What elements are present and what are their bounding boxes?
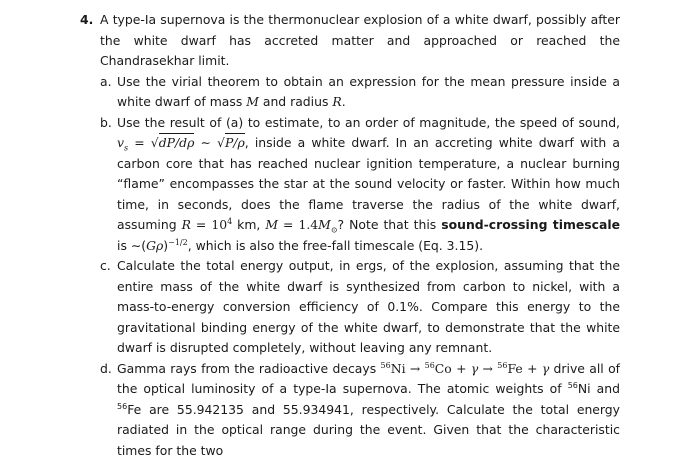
part-d-text-2: drive all of the optical luminosity of a type-Ia supernova. The atomic weights of — [117, 361, 620, 397]
part-d-text-3: are 55.942135 and 55.934941, respectively. Calculate the total energy radiated in the optical range during the event. Given that the characteristic times for the two — [117, 402, 620, 458]
part-a-text-1: Use the virial theorem to obtain an expression for the mean pressure inside a white dwarf of mass — [117, 74, 620, 110]
radicand-P-rho: P/ρ — [225, 133, 245, 150]
part-b-text-2: , inside a white dwarf. In an accreting white dwarf with a carbon core that has reached nuclear ignition temperature, a nuclear burning “flame” encompasses the star at the sound velocity or faster. Within how much time, in seconds, does the flame traverse the radius of the white dwarf, assuming — [117, 135, 620, 232]
part-d-label: d. — [100, 359, 117, 461]
part-c-text: Calculate the total energy output, in ergs, of the explosion, assuming that the entire mass of the white dwarf is synthesized from carbon to nickel, with a mass-to-energy conversion efficiency of 0.1%. Compare this energy to the gravitational binding energy of the white dwarf, to demonstrate that the white dwarf is disrupted completely, without leaving any remnant. — [117, 256, 620, 359]
isotope-56-ni: 56 — [381, 360, 391, 369]
isotope-56-fe: 56 — [497, 360, 507, 369]
radicand-dP-drho: dP/dρ — [159, 133, 195, 150]
equals-sign: = — [128, 135, 151, 150]
var-R: R — [332, 94, 341, 109]
element-fe-2: Fe — [127, 402, 141, 417]
M-solar-symbol: M — [318, 217, 331, 232]
bold-term: sound-crossing timescale — [441, 217, 620, 232]
element-fe: Fe + — [507, 361, 541, 376]
R-unit: km, — [232, 217, 265, 232]
isotope-56-fe-2: 56 — [117, 401, 127, 410]
part-a-text-3: . — [342, 94, 346, 109]
sqrt-icon: √ — [151, 135, 159, 150]
part-b-text-5: ) — [163, 238, 168, 253]
part-a-text — [117, 72, 620, 113]
problem-4 — [80, 10, 620, 461]
part-a-label: a. — [100, 72, 117, 113]
var-v-s: v — [117, 135, 124, 150]
sun-icon: ⊙ — [331, 225, 338, 234]
part-b-text-6: , which is also the free-fall timescale (Eq. 3.15). — [188, 238, 483, 253]
part-c-label: c. — [100, 256, 117, 359]
var-v-s-sub: s — [124, 143, 128, 152]
gamma-symbol-1: γ — [471, 361, 478, 376]
problem-number: 4. — [80, 10, 100, 72]
part-a-text-2: and radius — [259, 94, 332, 109]
var-G: G — [146, 238, 156, 253]
isotope-56-co: 56 — [425, 360, 435, 369]
part-d-text — [117, 359, 620, 461]
radical-P-rho — [217, 133, 245, 154]
gamma-symbol-2: γ — [542, 361, 549, 376]
problem-parts — [100, 72, 620, 461]
var-M: M — [246, 94, 259, 109]
var-R-b: R — [182, 217, 191, 232]
var-M-b: M — [265, 217, 278, 232]
part-b-text-4: is ∼( — [117, 238, 146, 253]
element-ni-2: Ni and — [578, 381, 620, 396]
element-co: Co + — [435, 361, 471, 376]
part-b-text-1: Use the result of (a) to estimate, to an order of magnitude, the speed of sound, — [117, 115, 620, 130]
timescale-exponent: −1/2 — [168, 237, 188, 246]
arrow-icon: → — [478, 361, 497, 376]
intro-text: A type-Ia supernova is the thermonuclear explosion of a white dwarf, possibly after the white dwarf has accreted matter and approached or reached the Chandrasekhar limit. — [100, 10, 620, 72]
part-b-label: b. — [100, 113, 117, 257]
var-rho: ρ — [156, 238, 163, 253]
part-b-text-3: ? Note that this — [338, 217, 442, 232]
part-a — [100, 72, 620, 113]
part-d-text-1: Gamma rays from the radioactive decays — [117, 361, 381, 376]
isotope-56-ni-2: 56 — [568, 381, 578, 390]
part-c — [100, 256, 620, 359]
M-value: = 1.4 — [278, 217, 318, 232]
part-b — [100, 113, 620, 257]
sqrt-icon: √ — [217, 135, 225, 150]
sim-sign: ∼ — [194, 135, 217, 150]
R-value: = 10 — [191, 217, 227, 232]
part-b-text — [117, 113, 620, 257]
problem-intro — [80, 10, 620, 72]
R-exponent: 4 — [227, 217, 232, 226]
element-ni: Ni → — [391, 361, 425, 376]
radical-dP-drho — [151, 133, 195, 154]
part-d — [100, 359, 620, 461]
